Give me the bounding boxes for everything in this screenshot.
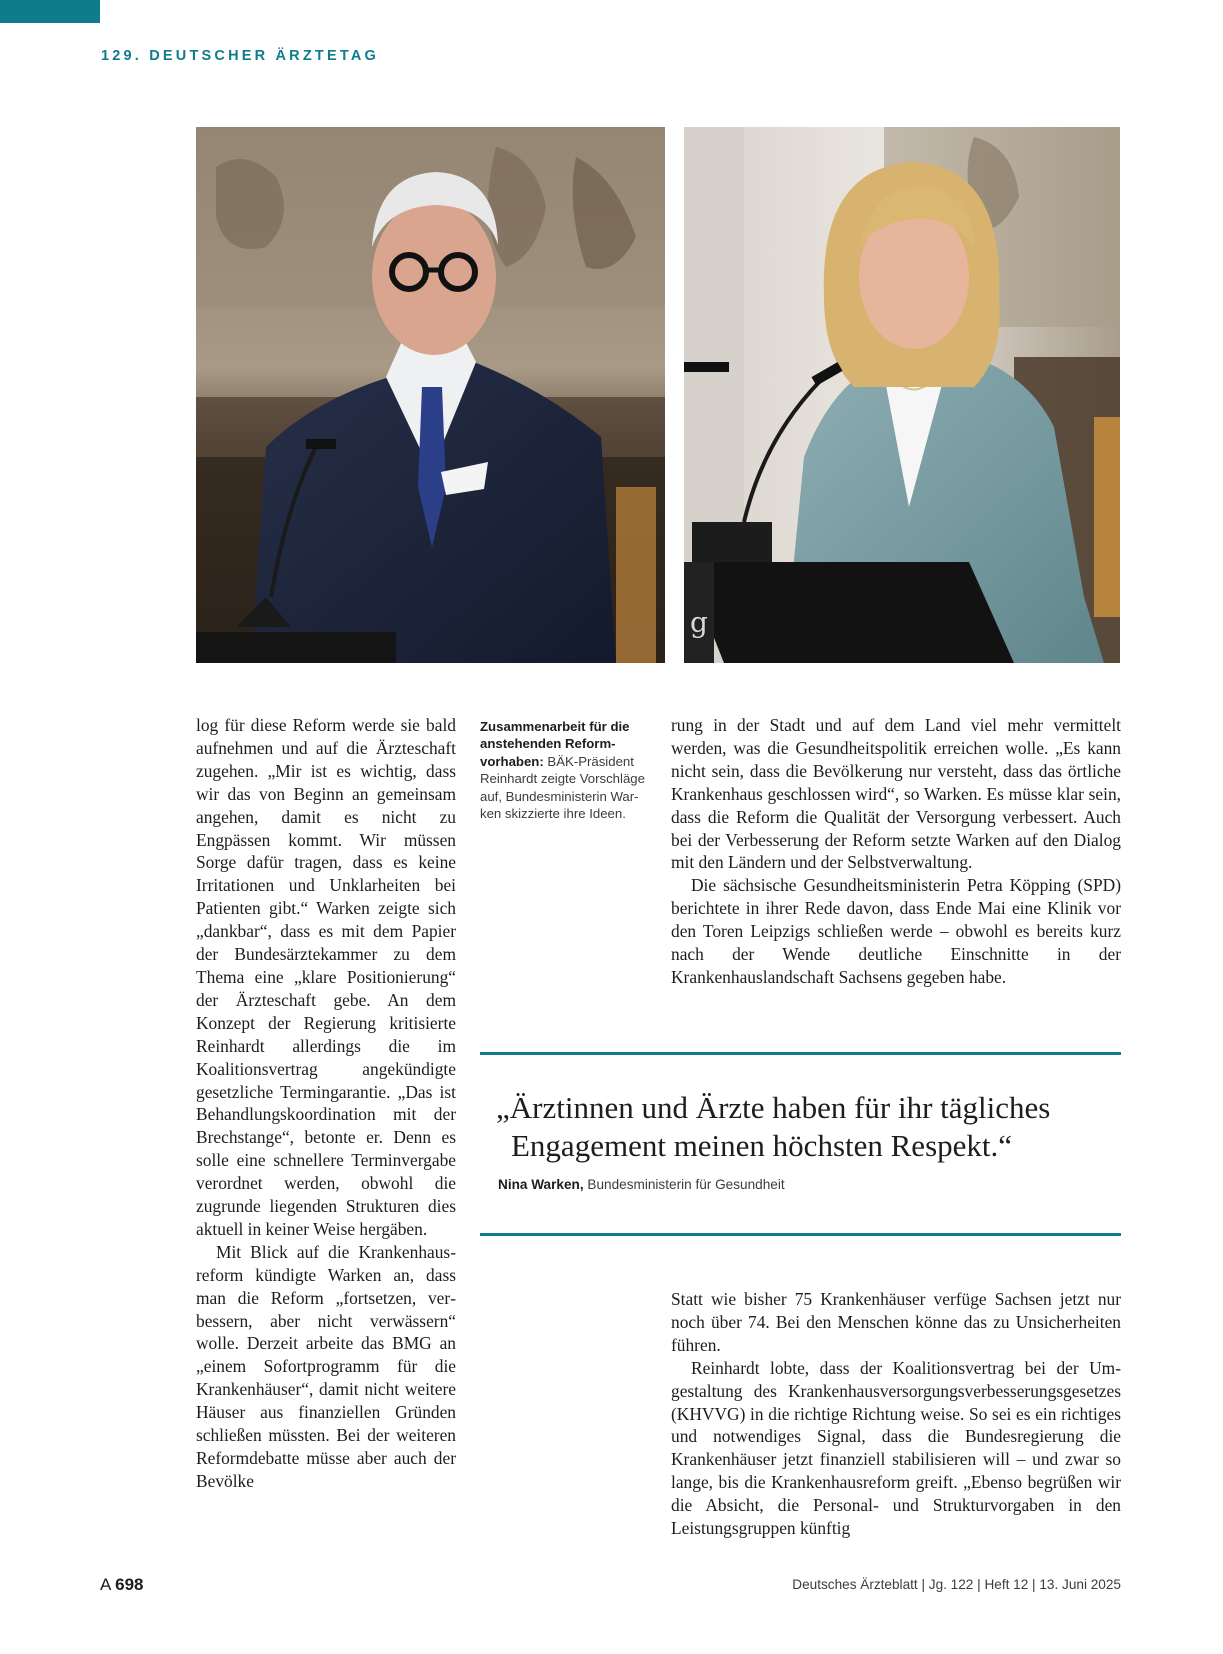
- paragraph: rung in der Stadt und auf dem Land viel mehr vermittelt werden, was die Gesundheitspolitik erreichen wolle. „Es kann nicht sein, dass die Bevölkerung nur versteht, dass das örtliche Krankenhaus geschlossen wird“, so Warken. Es müsse klar sein, dass die Reform die Qualität der Versorgung verbessert. Auch bei der Verbesserung der Reform setzte Warken auf den Dialog mit den Ländern und der Selbstverwaltung.: [671, 715, 1121, 873]
- pull-quote-line: „Ärztinnen und Ärzte haben für ihr tägliches: [496, 1090, 1051, 1125]
- photo-warken: [684, 127, 1120, 663]
- paragraph: log für diese Reform werde sie bald aufnehmen und auf die Ärzteschaft zugehen. „Mir ist es wichtig, dass wir das von Beginn an gemeinsam angehen, damit es nicht zu Engpässen kommt. Wir müssen Sorge dafür tragen, dass es keine Irritationen und Unklarheiten bei Patienten gibt.“ Warken zeigte sich „dankbar“, dass es mit dem Papier der Bundesärztekammer zu dem Thema eine „klare Positionierung“ der Ärzteschaft gebe. An dem Konzept der Regierung kritisierte Reinhardt allerdings die im Koalitionsvertrag angekündigte gesetzliche Termingarantie. „Das ist Behandlungskoordination mit der Brechstange“, betonte er. Denn es solle eine schnellere Terminvergabe verordnet werden, obwohl die zugrunde liegenden Strukturen dies aktuell in keiner Weise hergäben.: [196, 715, 456, 1239]
- pull-quote-attribution: [498, 1177, 785, 1192]
- paragraph: Reinhardt lobte, dass der Koalitionsvertrag bei der Umgestaltung des Krankenhausversorgungsverbesserungsgesetzes (KHVVG) in die richtige Richtung weise. So sei es ein richtiges und notwendiges Signal, dass die Bundesregierung die Krankenhäuser jetzt finanziell stabilisieren will – und zwar so lange, bis die Krankenhausreform greift. „Ebenso begrüßen wir die Absicht, die Personal- und Strukturvorgaben in den Leistungsgruppen künftig: [671, 1357, 1121, 1539]
- quote-rule-bottom: [480, 1233, 1121, 1236]
- article-column-right-top: [671, 714, 1121, 989]
- page-number-value: 698: [115, 1575, 144, 1594]
- article-column-right-bottom: [671, 1288, 1121, 1540]
- header-accent-bar: [0, 0, 100, 23]
- page-number-prefix: A: [100, 1575, 116, 1594]
- quote-author: Nina Warken,: [498, 1177, 584, 1192]
- article-column-left: [196, 714, 456, 1493]
- paragraph: Die sächsische Gesundheitsministerin Petra Köpping (SPD) berichtete in ihrer Rede davon, dass Ende Mai eine Klinik vor den Toren Leipzigs schließen werde – obwohl es bereits kurz nach der Wende deutliche Einschnitte in der Krankenhauslandschaft Sachsens gegeben habe.: [671, 875, 1121, 987]
- caption-text: BÄK-Präsident Reinhardt zeigte Vorschläge auf, Bundesministerin Warken skizzierte ihre Ideen.: [480, 753, 645, 822]
- footer-source: Deutsches Ärzteblatt | Jg. 122 | Heft 12 | 13. Juni 2025: [792, 1577, 1121, 1592]
- photo-overlay-letter: g: [690, 606, 708, 639]
- caption-lead: Zusammenarbeit für die anstehenden Reformvorhaben:: [480, 719, 630, 769]
- pull-quote: [496, 1089, 1126, 1165]
- quote-author-role: Bundesministerin für Gesundheit: [583, 1177, 785, 1192]
- quote-rule-top: [480, 1052, 1121, 1055]
- section-title: 129. DEUTSCHER ÄRZTETAG: [101, 48, 379, 64]
- photo-caption: [480, 718, 650, 822]
- photo-warken-image: [684, 127, 1120, 663]
- page-number: [100, 1575, 144, 1595]
- paragraph: Statt wie bisher 75 Krankenhäuser verfüge Sachsen jetzt nur noch über 74. Bei den Menschen könne das zu Unsicherheiten führen.: [671, 1289, 1121, 1355]
- paragraph: Mit Blick auf die Krankenhausreform kündigte Warken an, dass man die Reform „fortsetzen, verbessern, aber nicht verwässern“ wolle. Derzeit arbeite das BMG an „einem Sofortprogramm für die Krankenhäuser“, damit nicht weitere Häuser aus finanziellen Gründen schließen müssten. Bei der weiteren Reformdebatte müsse aber auch der Bevölke: [196, 1241, 456, 1491]
- photo-reinhardt-image: [196, 127, 665, 663]
- pull-quote-line: Engagement meinen höchsten Respekt.“: [511, 1128, 1013, 1163]
- photo-reinhardt: [196, 127, 665, 663]
